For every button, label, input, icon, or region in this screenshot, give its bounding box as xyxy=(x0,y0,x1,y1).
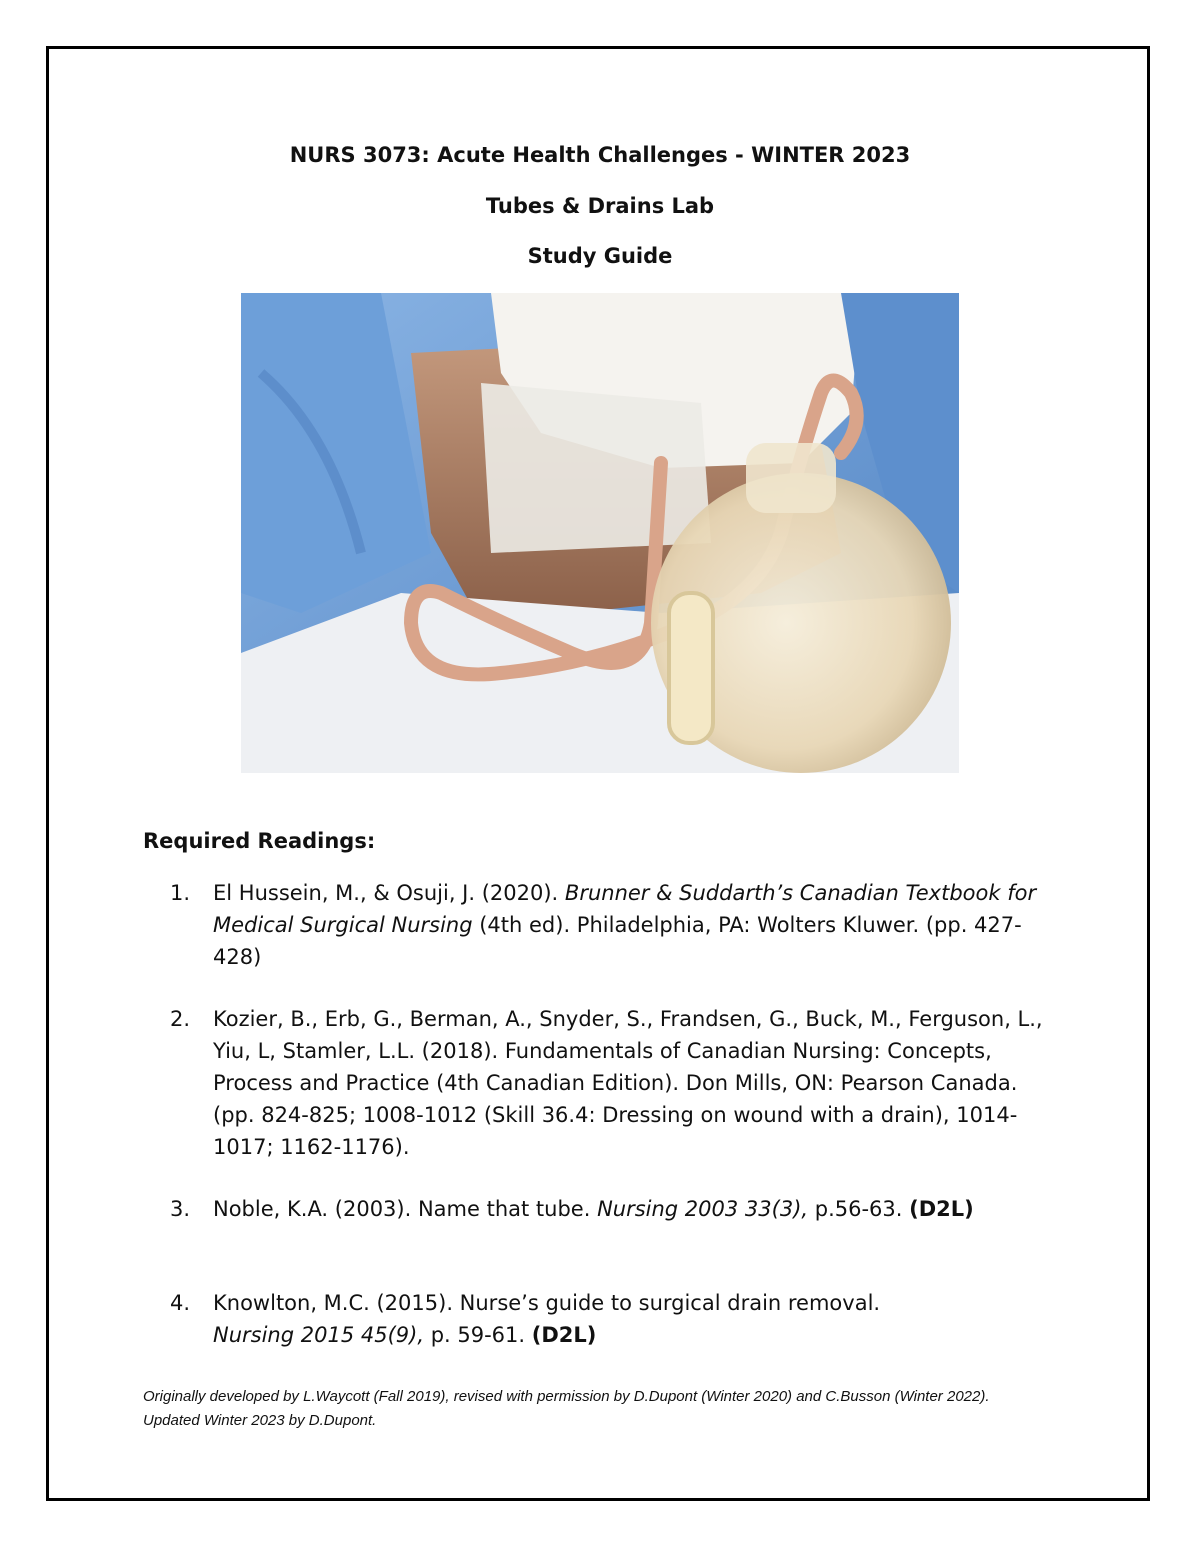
reading-citation: Knowlton, M.C. (2015). Nurse’s guide to surgical drain removal. xyxy=(213,1291,881,1315)
reading-number: 3. xyxy=(170,1197,191,1221)
reading-citation: Noble, K.A. (2003). Name that tube. xyxy=(213,1197,598,1221)
lab-title: Tubes & Drains Lab xyxy=(485,194,715,218)
reading-pages: p.56-63. xyxy=(808,1197,910,1221)
reading-item-2 xyxy=(170,1003,1050,1163)
authorship-note: Originally developed by L.Waycott (Fall 2019), revised with permission by D.Dupont (Winter 2020) and C.Busson (Winter 2022). Updated Winter 2023 by D.Dupont. xyxy=(143,1388,990,1429)
reading-source: (D2L) xyxy=(531,1323,597,1347)
readings-heading: Required Readings: xyxy=(143,829,376,853)
reading-pages: p. 59-61. xyxy=(424,1323,532,1347)
reading-number: 2. xyxy=(170,1007,191,1031)
reading-number: 4. xyxy=(170,1291,191,1315)
reading-item-1 xyxy=(170,877,1050,973)
course-title: NURS 3073: Acute Health Challenges - WINTER 2023 xyxy=(289,143,911,167)
reading-citation: Kozier, B., Erb, G., Berman, A., Snyder, S., Frandsen, G., Buck, M., Ferguson, L., Yiu, L, Stamler, L.L. (2018). Fundamentals of Canadian Nursing: Concepts, Process and Practice (4th Canadian Edition). Don Mills, ON: Pearson Canada. (pp. 824-825; 1008-1012 (Skill 36.4: Dressing on wound with a drain), 1014-1017; 1162-1176). xyxy=(213,1007,1043,1159)
reading-item-3 xyxy=(170,1193,1050,1225)
reading-journal: Nursing 2015 45(9), xyxy=(213,1323,425,1347)
surgical-drain-photo xyxy=(241,293,959,773)
reading-source: (D2L) xyxy=(909,1197,974,1221)
reading-number: 1. xyxy=(170,881,191,905)
reading-title: Brunner & Suddarth’s Canadian Textbook for Medical Surgical Nursing xyxy=(213,881,1037,937)
reading-journal: Nursing 2003 33(3), xyxy=(597,1197,809,1221)
reading-citation: El Hussein, M., & Osuji, J. (2020). xyxy=(213,881,565,905)
reading-details: (4th ed). Philadelphia, PA: Wolters Kluwer. (pp. 427-428) xyxy=(213,913,1022,969)
document-type: Study Guide xyxy=(527,244,673,268)
reading-item-4 xyxy=(170,1287,1050,1351)
